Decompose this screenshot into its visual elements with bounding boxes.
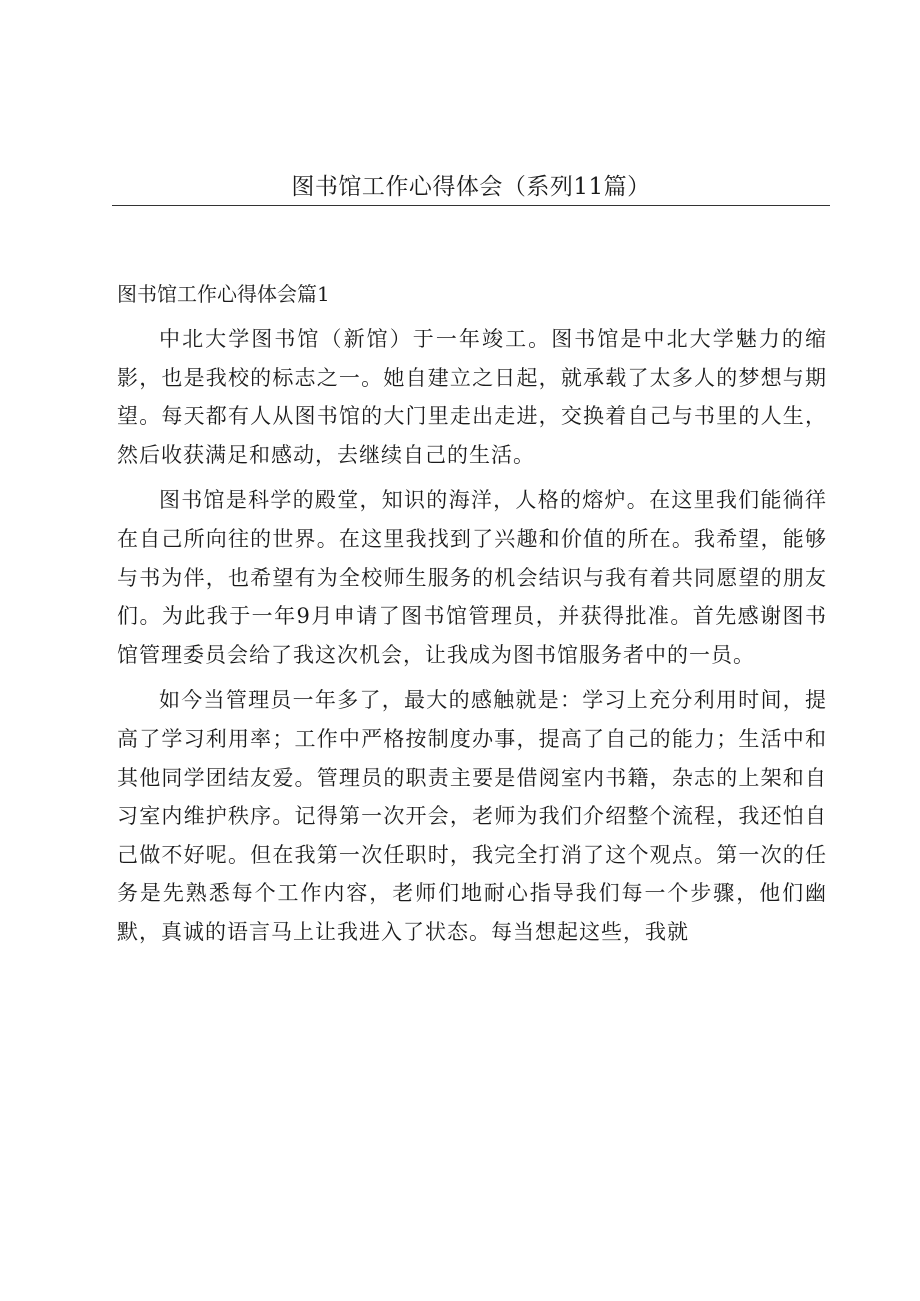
paragraph-2: 图书馆是科学的殿堂，知识的海洋，人格的熔炉。在这里我们能徜徉在自己所向往的世界。在这里我找到了兴趣和价值的所在。我希望，能够与书为伴，也希望有为全校师生服务的机会结识与我有着共同愿望的朋友们。为此我于一年9月申请了图书馆管理员，并获得批准。首先感谢图书馆管理委员会给了我这次机会，让我成为图书馆服务者中的一员。: [117, 488, 827, 667]
section-heading: 图书馆工作心得体会篇1: [117, 282, 330, 306]
paragraph-3: 如今当管理员一年多了，最大的感触就是：学习上充分利用时间，提高了学习利用率；工作中严格按制度办事，提高了自己的能力；生活中和其他同学团结友爱。管理员的职责主要是借阅室内书籍，杂志的上架和自习室内维护秩序。记得第一次开会，老师为我们介绍整个流程，我还怕自己做不好呢。但在我第一次任职时，我完全打消了这个观点。第一次的任务是先熟悉每个工作内容，老师们地耐心指导我们每一个步骤，他们幽默，真诚的语言马上让我进入了状态。每当想起这些，我就: [117, 688, 827, 944]
paragraph-1: 中北大学图书馆（新馆）于一年竣工。图书馆是中北大学魅力的缩影，也是我校的标志之一。她自建立之日起，就承载了太多人的梦想与期望。每天都有人从图书馆的大门里走出走进，交换着自己与书里的人生，然后收获满足和感动，去继续自己的生活。: [117, 327, 827, 467]
body-text: [117, 320, 827, 959]
title-underline: [112, 205, 830, 206]
document-title: 图书馆工作心得体会（系列11篇）: [291, 174, 651, 200]
